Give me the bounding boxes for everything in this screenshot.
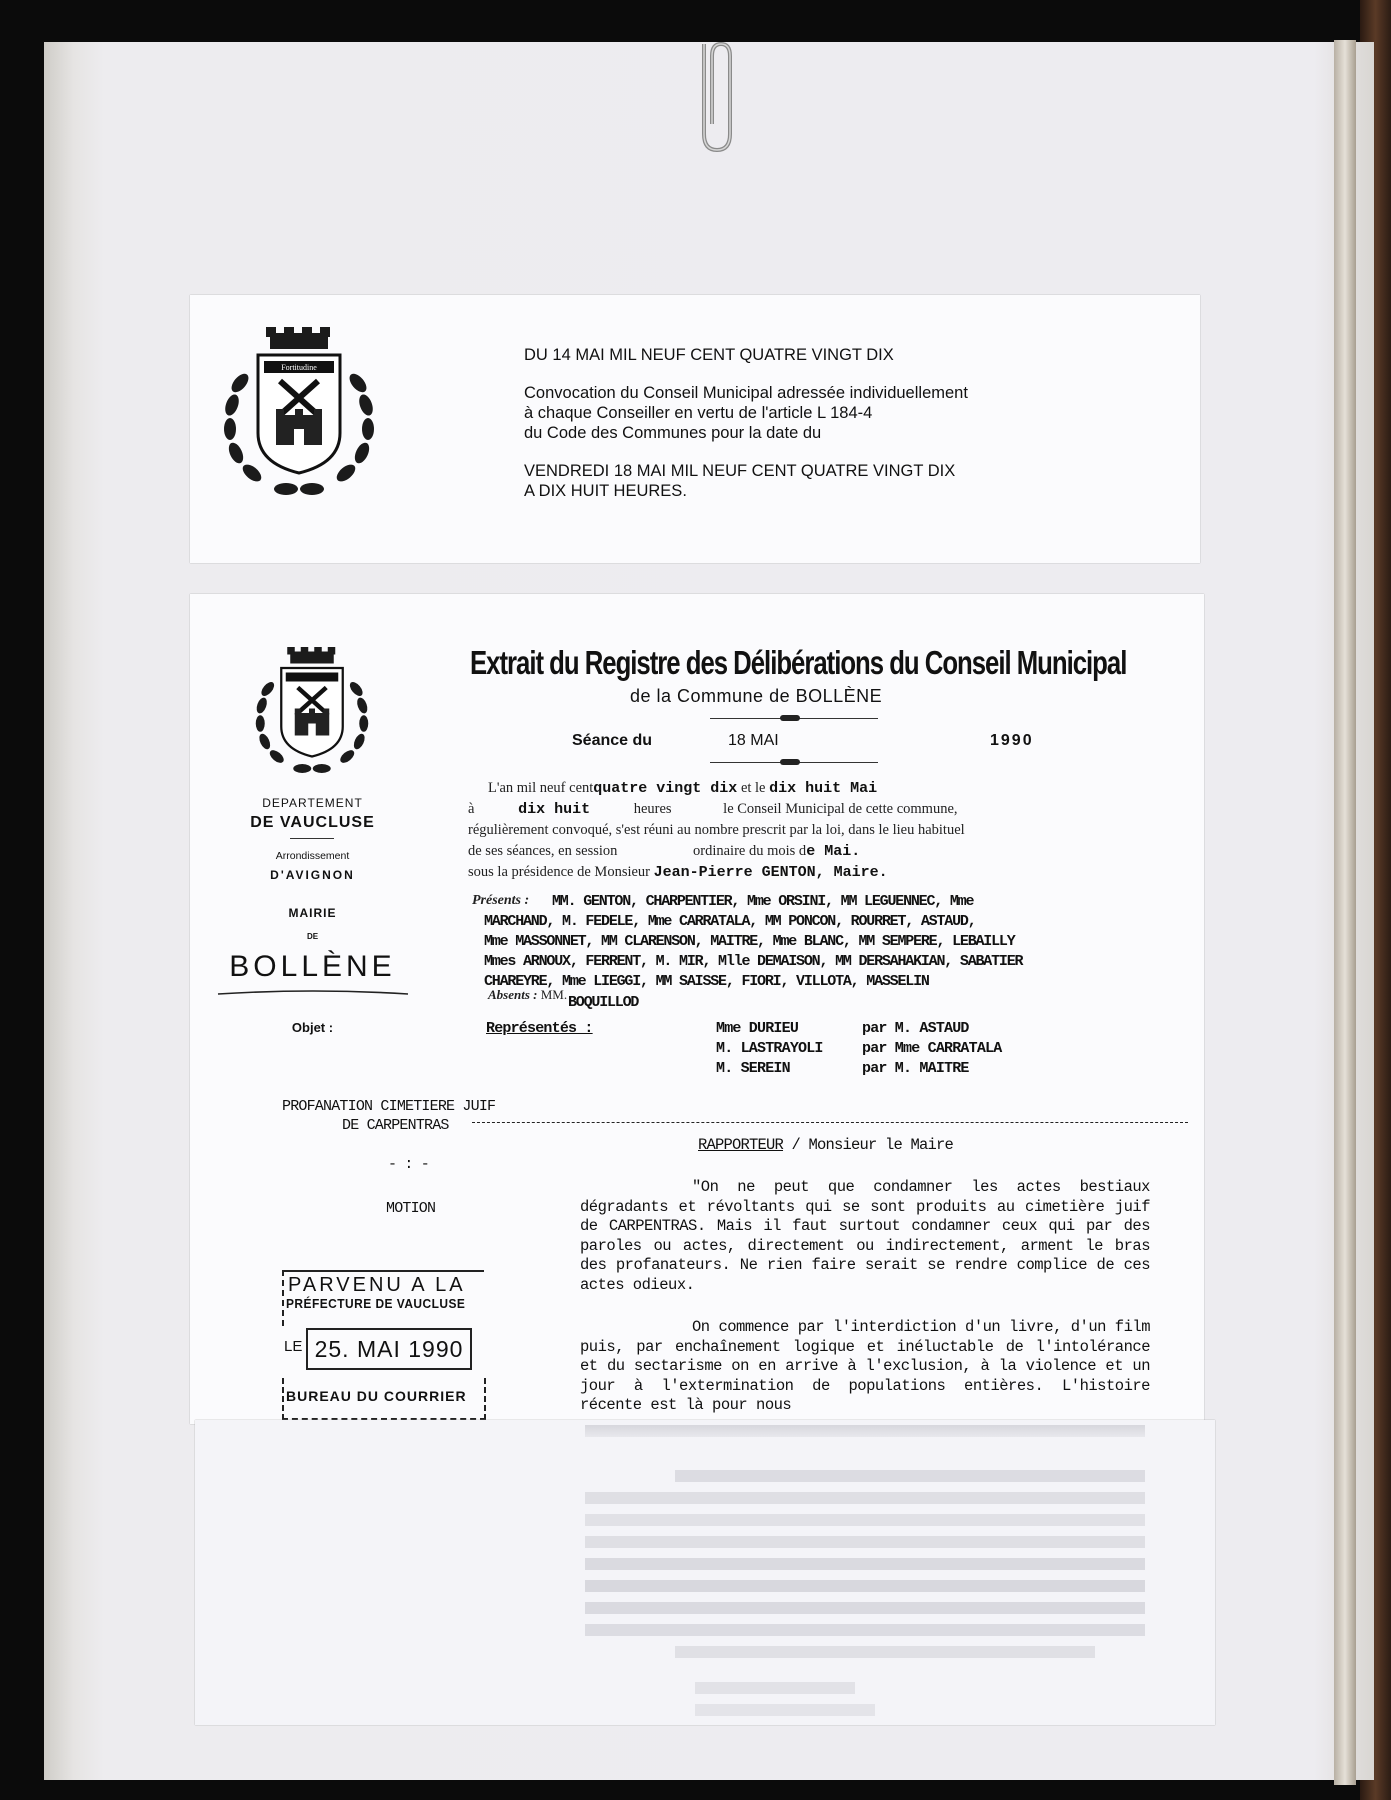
preamble-text: et le (740, 780, 766, 796)
subject-separator: - : - (388, 1156, 430, 1173)
ghost-line (695, 1704, 875, 1716)
presents-line: Mme MASSONNET, MM CLARENSON, MAITRE, Mme BLANC, MM SEMPERE, LEBAILLY (484, 933, 1015, 950)
seance-date: 18 MAI (728, 732, 779, 749)
preamble-line-1 (488, 780, 877, 797)
stamp-line-4: BUREAU DU COURRIER (286, 1388, 467, 1404)
flourish-rule (218, 988, 408, 998)
motion-paragraph-2: On commence par l'interdiction d'un livre, d'un film puis, par enchaînement logique et inéluctable de l'intolérance et du sectarisme on en arrive à l'exclusion, à la violence et un jour à l'extermination de populations entières. L'histoire récente est là pour nous (580, 1318, 1150, 1414)
divider (290, 838, 334, 839)
bollene-town-name: BOLLÈNE (229, 950, 396, 983)
text-line: du Code des Communes pour la date du (524, 424, 822, 442)
presents-line: Mmes ARNOUX, FERRENT, M. MIR, Mlle DEMAISON, MM DERSAHAKIAN, SABATIER (484, 953, 1023, 970)
ghost-line (585, 1602, 1145, 1614)
mairie-label: MAIRIE (288, 906, 337, 920)
preamble-line-4 (468, 843, 860, 860)
convocation-text (524, 345, 1084, 519)
seance-label: Séance du (572, 732, 653, 749)
representes-who: M. SEREIN (716, 1060, 790, 1077)
ghost-line (585, 1536, 1145, 1548)
meeting-date-paragraph (524, 461, 1084, 501)
stamp-line-1: PARVENU A LA (288, 1274, 466, 1296)
bollene-crest-icon (210, 323, 388, 503)
ghost-line (675, 1470, 1145, 1482)
subject-line-2: DE CARPENTRAS (342, 1117, 449, 1134)
typed-month: e Mai. (806, 843, 861, 860)
ornament-dot (780, 759, 800, 765)
preamble-text: sous la présidence de Monsieur (468, 864, 651, 880)
ghost-line (585, 1624, 1145, 1636)
avignon-label: D'AVIGNON (270, 868, 355, 882)
preamble-text: à (468, 801, 475, 817)
ornament-dot (780, 715, 800, 721)
register-subtitle: de la Commune de BOLLÈNE (630, 686, 883, 706)
preamble-text: L'an mil neuf cent (488, 780, 594, 796)
objet-label: Objet : (291, 1020, 334, 1035)
convocation-slip (190, 295, 1200, 563)
text-line: Convocation du Conseil Municipal adressée individuellement (524, 384, 968, 402)
dashed-separator (472, 1122, 1188, 1123)
stamp-line-2: PRÉFECTURE DE VAUCLUSE (286, 1296, 466, 1311)
ghost-line (695, 1682, 855, 1694)
presents-line: MM. GENTON, CHARPENTIER, Mme ORSINI, MM LEGUENNEC, Mme (552, 893, 974, 910)
presents-label: Présents : (472, 893, 530, 908)
presents-line: MARCHAND, M. FEDELE, Mme CARRATALA, MM PONCON, ROURRET, ASTAUD, (484, 913, 976, 930)
representes-by: par M. MAITRE (862, 1060, 969, 1077)
preamble-line-2 (468, 801, 958, 818)
ghost-line (585, 1425, 1145, 1437)
presents-line: CHAREYRE, Mme LIEGGI, MM SAISSE, FIORI, VILLOTA, MASSELIN (484, 973, 929, 990)
rapporteur-line (698, 1136, 953, 1154)
preamble-line-3: régulièrement convoqué, s'est réuni au nombre prescrit par la loi, dans le lieu habituel (468, 822, 965, 838)
departement-label: DEPARTEMENT (262, 796, 363, 810)
absents-label-text: Absents : (488, 987, 538, 1002)
text-line: A DIX HUIT HEURES. (524, 482, 687, 500)
prefecture-received-stamp (280, 1270, 488, 1420)
faded-continuation-sheet (195, 1420, 1215, 1725)
stamp-date: 25. MAI 1990 (306, 1328, 472, 1370)
text-line: à chaque Conseiller en vertu de l'article L 184-4 (524, 404, 873, 422)
typed-hour: dix huit (518, 801, 591, 818)
page-stack-edge (1334, 40, 1356, 1785)
text-line: VENDREDI 18 MAI MIL NEUF CENT QUATRE VINGT DIX (524, 462, 956, 480)
representes-label: Représentés : (486, 1020, 593, 1037)
representes-by: par M. ASTAUD (862, 1020, 969, 1037)
preamble-line-5 (468, 864, 888, 881)
convocation-paragraph (524, 383, 1084, 443)
preamble-text: de ses séances, en session (468, 843, 618, 859)
preamble-text: ordinaire du mois d (693, 843, 807, 859)
register-title: Extrait du Registre des Délibérations du Conseil Municipal (470, 644, 1127, 681)
typed-year: quatre vingt dix (593, 780, 738, 797)
convocation-date-line: DU 14 MAI MIL NEUF CENT QUATRE VINGT DIX (524, 346, 894, 364)
preamble-text: le Conseil Municipal de cette commune, (723, 801, 958, 817)
deliberation-extract-sheet (190, 594, 1204, 1424)
ghost-line (675, 1646, 1095, 1658)
ghost-line (585, 1492, 1145, 1504)
absents-mm: MM. (540, 987, 568, 1002)
stamp-le: LE (284, 1338, 303, 1355)
rapporteur-label: RAPPORTEUR (698, 1136, 784, 1154)
motion-paragraph-1: "On ne peut que condamner les actes bestiaux dégradants et révoltants qui se sont produits au cimetière juif de CARPENTRAS. Mais il faut surtout condamner ceux qui par des paroles ou actes, directement ou indirectement, arment le bras des profanateurs. Ne rien faire serait se rendre complice de ces actes odieux. (580, 1178, 1150, 1294)
absents-names: BOQUILLOD (568, 994, 639, 1011)
rapporteur-name: / Monsieur le Maire (783, 1136, 954, 1154)
preamble-text: heures (633, 801, 672, 817)
de-label: DE (306, 932, 319, 941)
ghost-line (585, 1580, 1145, 1592)
typed-day: dix huit Mai (769, 780, 878, 797)
seance-year: 1990 (990, 732, 1034, 749)
motion-label: MOTION (386, 1200, 436, 1217)
svg-text:Fortitudine: Fortitudine (281, 363, 317, 372)
bollene-crest-icon (242, 644, 382, 779)
absents-label (488, 987, 567, 1003)
representes-by: par Mme CARRATALA (862, 1040, 1002, 1057)
paper-clip-icon (696, 36, 738, 156)
subject-line-1: PROFANATION CIMETIERE JUIF (282, 1098, 496, 1115)
typed-president: Jean-Pierre GENTON, Maire. (653, 864, 888, 881)
arrondissement-label: Arrondissement (275, 850, 350, 862)
representes-who: Mme DURIEU (716, 1020, 799, 1037)
ghost-line (585, 1514, 1145, 1526)
ghost-line (585, 1558, 1145, 1570)
vaucluse-label: DE VAUCLUSE (250, 814, 375, 831)
representes-who: M. LASTRAYOLI (716, 1040, 823, 1057)
